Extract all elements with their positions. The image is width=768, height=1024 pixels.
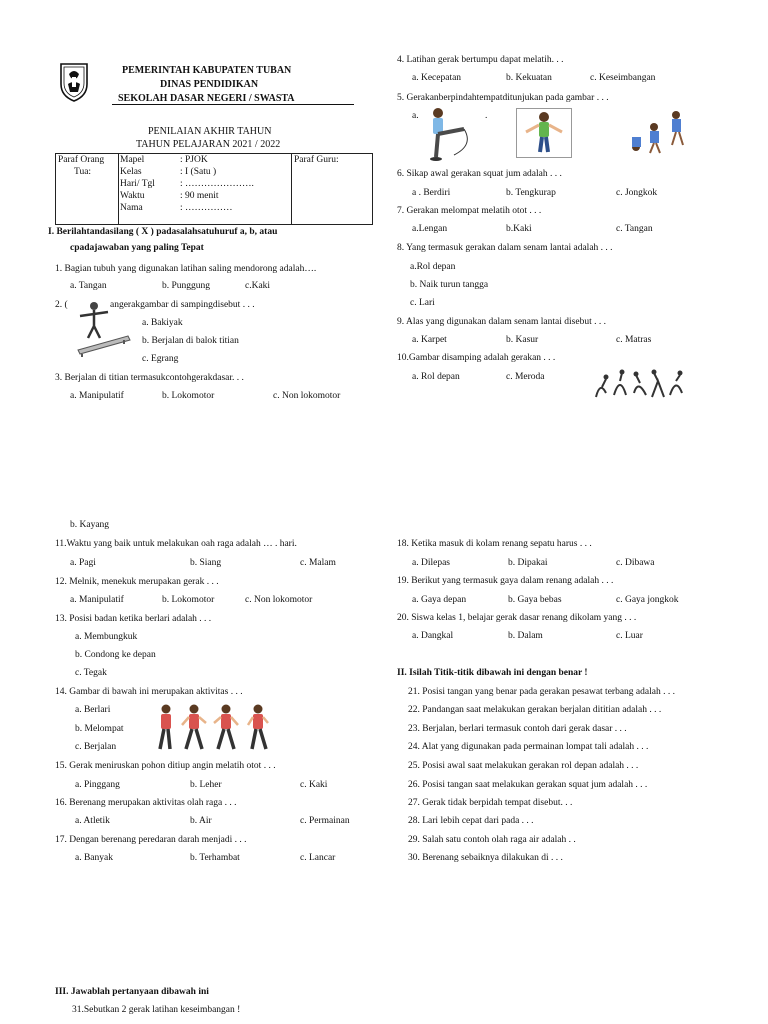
q7-option-c[interactable]: c. Tangan (616, 224, 653, 234)
question-21: 21. Posisi tangan yang benar pada gerakan pesawat terbang adalah . . . (408, 687, 675, 697)
q18-option-c[interactable]: c. Dibawa (616, 558, 655, 568)
question-16: 16. Berenang merupakan aktivitas olah raga . . . (55, 798, 237, 808)
teacher-signature-cell (292, 154, 373, 225)
time-value: : 90 menit (180, 191, 219, 201)
section-2-title: II. Isilah Titik-titik dibawah ini dengan benar ! (397, 668, 588, 678)
q12-option-c[interactable]: c. Non lokomotor (245, 595, 313, 605)
question-7: 7. Gerakan melompat melatih otot . . . (397, 206, 542, 216)
q15-option-c[interactable]: c. Kaki (300, 780, 328, 790)
header-line-1: PEMERINTAH KABUPATEN TUBAN (122, 65, 292, 76)
kicking-child-illustration (424, 107, 482, 162)
q6-option-a[interactable]: a . Berdiri (412, 188, 451, 198)
question-13: 13. Posisi badan ketika berlari adalah . . . (55, 614, 212, 624)
q1-option-a[interactable]: a. Tangan (70, 281, 107, 291)
q4-option-c[interactable]: c. Keseimbangan (590, 73, 656, 83)
q2-option-c[interactable]: c. Egrang (142, 354, 179, 364)
regency-emblem-icon (58, 62, 90, 102)
question-8: 8. Yang termasuk gerakan dalam senam lantai adalah . . . (397, 243, 613, 253)
mapel-value: : PJOK (180, 155, 208, 165)
question-10: 10.Gambar disamping adalah gerakan . . . (397, 353, 556, 363)
student-info-table (55, 153, 373, 225)
question-28: 28. Lari lebih cepat dari pada . . . (408, 816, 534, 826)
q1-option-b[interactable]: b. Punggung (162, 281, 211, 291)
q16-option-c[interactable]: c. Permainan (300, 816, 350, 826)
question-1: 1. Bagian tubuh yang digunakan latihan saling mendorong adalah…. (55, 264, 317, 274)
q13-option-c[interactable]: c. Tegak (75, 668, 107, 678)
date-field[interactable]: : …………………. (180, 179, 254, 189)
q3-option-a[interactable]: a. Manipulatif (70, 391, 124, 401)
q12-option-b[interactable]: b. Lokomotor (162, 595, 215, 605)
question-26: 26. Posisi tangan saat melakukan gerakan squat jum adalah . . . (408, 780, 648, 790)
q11-option-b[interactable]: b. Siang (190, 558, 222, 568)
walking-children-illustration (156, 703, 274, 757)
q20-option-c[interactable]: c. Luar (616, 631, 643, 641)
question-30: 30. Berenang sebaiknya dilakukan di . . . (408, 853, 563, 863)
q9-option-b[interactable]: b. Kasur (506, 335, 539, 345)
q9-option-c[interactable]: c. Matras (616, 335, 652, 345)
date-label: Hari/ Tgl (120, 179, 155, 189)
question-18: 18. Ketika masuk di kolam renang sepatu harus . . . (397, 539, 592, 549)
q9-option-a[interactable]: a. Karpet (412, 335, 447, 345)
question-12: 12. Melnik, menekuk merupakan gerak . . . (55, 577, 219, 587)
header-line-2: DINAS PENDIDIKAN (160, 79, 259, 90)
q18-option-b[interactable]: b. Dipakai (508, 558, 548, 568)
q19-option-a[interactable]: a. Gaya depan (412, 595, 467, 605)
q20-option-b[interactable]: b. Dalam (508, 631, 543, 641)
question-22: 22. Pandangan saat melakukan gerakan berjalan dititian adalah . . . (408, 705, 662, 715)
header-underline (112, 104, 354, 105)
question-20: 20. Siswa kelas 1, belajar gerak dasar renang dikolam yang . . . (397, 613, 637, 623)
tumbling-children-illustration (628, 107, 690, 159)
q12-option-a[interactable]: a. Manipulatif (70, 595, 124, 605)
q17-option-c[interactable]: c. Lancar (300, 853, 336, 863)
question-5: 5. Gerakanberpindahtempatditunjukan pada gambar . . . (397, 93, 609, 103)
q16-option-a[interactable]: a. Atletik (75, 816, 110, 826)
q8-option-c[interactable]: c. Lari (410, 298, 435, 308)
question-11: 11.Waktu yang baik untuk melakukan oah raga adalah … . hari. (55, 539, 297, 549)
q14-option-c[interactable]: c. Berjalan (75, 742, 117, 752)
exam-year: TAHUN PELAJARAN 2021 / 2022 (136, 139, 281, 150)
q8-option-b[interactable]: b. Naik turun tangga (410, 280, 489, 290)
q5-option-a[interactable]: a. (412, 111, 419, 121)
section-1-instruction: I. Berilahtandasilang ( X ) padasalahsatuhuruf a, b, atau (48, 227, 278, 237)
q14-option-a[interactable]: a. Berlari (75, 705, 111, 715)
q13-option-b[interactable]: b. Condong ke depan (75, 650, 156, 660)
q2-option-a[interactable]: a. Bakiyak (142, 318, 183, 328)
question-2: angerakgambar di sampingdisebut . . . (110, 300, 255, 310)
question-17: 17. Dengan berenang peredaran darah menjadi . . . (55, 835, 247, 845)
q3-option-b[interactable]: b. Lokomotor (162, 391, 215, 401)
q13-option-a[interactable]: a. Membungkuk (75, 632, 138, 642)
mapel-label: Mapel (120, 155, 145, 165)
question-23: 23. Berjalan, berlari termasuk contoh dari gerak dasar . . . (408, 724, 627, 734)
q4-option-b[interactable]: b. Kekuatan (506, 73, 552, 83)
parent-signature-cell (56, 154, 119, 225)
q10-option-a[interactable]: a. Rol depan (412, 372, 460, 382)
name-label: Nama (120, 203, 143, 213)
q11-option-a[interactable]: a. Pagi (70, 558, 96, 568)
q17-option-a[interactable]: a. Banyak (75, 853, 113, 863)
q15-option-b[interactable]: b. Leher (190, 780, 222, 790)
q2-option-b[interactable]: b. Berjalan di balok titian (142, 336, 239, 346)
q10-option-c[interactable]: c. Meroda (506, 372, 545, 382)
question-15: 15. Gerak meniruskan pohon ditiup angin melatih otot . . . (55, 761, 276, 771)
question-6: 6. Sikap awal gerakan squat jum adalah . . . (397, 169, 562, 179)
standing-child-illustration (516, 108, 572, 158)
question-24: 24. Alat yang digunakan pada permainan lompat tali adalah . . . (408, 742, 649, 752)
question-19: 19. Berikut yang termasuk gaya dalam renang adalah . . . (397, 576, 614, 586)
student-details-cell (119, 154, 292, 225)
question-2-number: 2. ( (55, 300, 68, 310)
q10-option-b[interactable]: b. Kayang (70, 520, 110, 530)
kelas-value: : I (Satu ) (180, 167, 217, 177)
kelas-label: Kelas (120, 167, 142, 177)
time-label: Waktu (120, 191, 145, 201)
question-4: 4. Latihan gerak bertumpu dapat melatih. . . (397, 55, 564, 65)
q19-option-b[interactable]: b. Gaya bebas (508, 595, 562, 605)
parent-signature-label: Paraf Orang (58, 155, 105, 165)
section-1-instruction-2: cpadajawaban yang paling Tepat (70, 243, 204, 253)
cartwheel-sequence-illustration (592, 369, 690, 403)
q11-option-c[interactable]: c. Malam (300, 558, 336, 568)
q14-option-b[interactable]: b. Melompat (75, 724, 124, 734)
exam-title: PENILAIAN AKHIR TAHUN (148, 126, 272, 137)
question-27: 27. Gerak tidak berpidah tempat disebut. . . (408, 798, 573, 808)
question-14: 14. Gambar di bawah ini merupakan aktivitas . . . (55, 687, 243, 697)
question-31: 31.Sebutkan 2 gerak latihan keseimbangan ! (72, 1005, 241, 1015)
q7-option-b[interactable]: b.Kaki (506, 224, 532, 234)
question-25: 25. Posisi awal saat melakukan gerakan rol depan adalah . . . (408, 761, 639, 771)
q8-option-a[interactable]: a.Rol depan (410, 262, 456, 272)
q5-option-dot: . (485, 111, 488, 121)
q6-option-b[interactable]: b. Tengkurap (506, 188, 556, 198)
q6-option-c[interactable]: c. Jongkok (616, 188, 658, 198)
question-29: 29. Salah satu contoh olah raga air adalah . . (408, 835, 576, 845)
q17-option-b[interactable]: b. Terhambat (190, 853, 240, 863)
q1-option-c[interactable]: c.Kaki (245, 281, 271, 291)
q3-option-c[interactable]: c. Non lokomotor (273, 391, 341, 401)
q16-option-b[interactable]: b. Air (190, 816, 212, 826)
q18-option-a[interactable]: a. Dilepas (412, 558, 450, 568)
parent-signature-label-2: Tua: (74, 167, 92, 177)
teacher-signature-label: Paraf Guru: (294, 155, 339, 165)
q4-option-a[interactable]: a. Kecepatan (412, 73, 462, 83)
question-3: 3. Berjalan di titian termasukcontohgerakdasar. . . (55, 373, 244, 383)
header-line-3: SEKOLAH DASAR NEGERI / SWASTA (118, 93, 295, 104)
q7-option-a[interactable]: a.Lengan (412, 224, 448, 234)
question-9: 9. Alas yang digunakan dalam senam lantai disebut . . . (397, 317, 606, 327)
q20-option-a[interactable]: a. Dangkal (412, 631, 454, 641)
balance-beam-illustration (72, 300, 134, 358)
q19-option-c[interactable]: c. Gaya jongkok (616, 595, 679, 605)
name-field[interactable]: : …………… (180, 203, 233, 213)
q15-option-a[interactable]: a. Pinggang (75, 780, 120, 790)
section-3-title: III. Jawablah pertanyaan dibawah ini (55, 987, 209, 997)
